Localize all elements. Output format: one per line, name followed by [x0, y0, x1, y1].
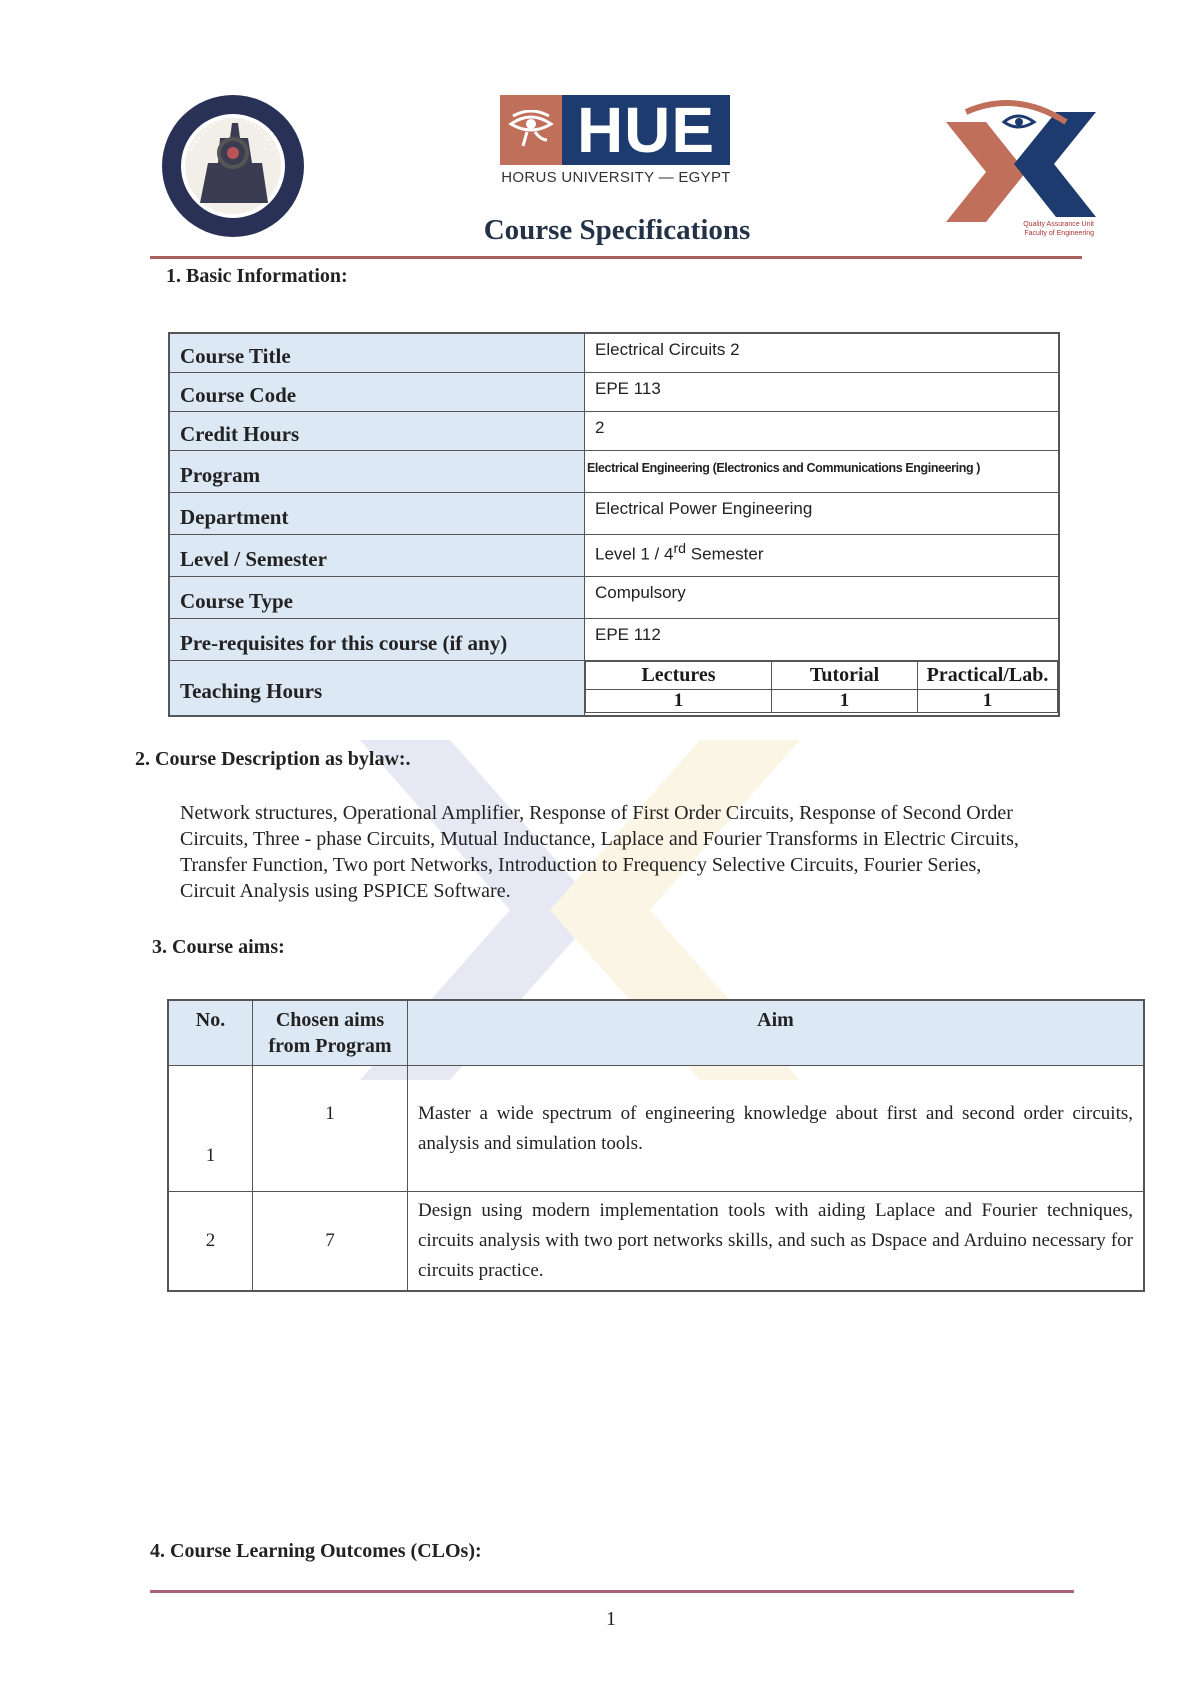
table-row [169, 618, 1059, 660]
course-title-value: Electrical Circuits 2 [585, 333, 1060, 372]
teaching-hours-header-row [586, 661, 1058, 689]
course-aims-heading: 3. Course aims: [152, 936, 285, 958]
program-label: Program [169, 450, 585, 492]
basic-information-table [168, 332, 1060, 717]
no-column-header: No. [168, 1000, 253, 1066]
teaching-hours-table [585, 661, 1058, 713]
department-value: Electrical Power Engineering [585, 492, 1060, 534]
qa-caption-line1: Quality Assurance Unit [1023, 221, 1094, 228]
course-description-heading: 2. Course Description as bylaw:. [135, 748, 411, 770]
teaching-hours-cell [585, 660, 1060, 716]
department-label: Department [169, 492, 585, 534]
table-row [168, 1066, 1144, 1192]
table-row [169, 492, 1059, 534]
aims-header-row [168, 1000, 1144, 1066]
practical-lab-header: Practical/Lab. [918, 661, 1058, 689]
table-row [169, 660, 1059, 716]
level-semester-value [585, 534, 1060, 576]
aim-chosen-program: 7 [253, 1192, 408, 1292]
prerequisites-label: Pre-requisites for this course (if any) [169, 618, 585, 660]
level-semester-label: Level / Semester [169, 534, 585, 576]
level-semester-sup: rd [673, 540, 687, 557]
hue-logo-word: HUE [562, 95, 730, 165]
practical-lab-value: 1 [918, 689, 1058, 712]
hue-logo-subtitle: HORUS UNIVERSITY — EGYPT [501, 169, 731, 186]
qa-caption-line2: Faculty of Engineering [1024, 230, 1094, 237]
basic-information-heading: 1. Basic Information: [166, 265, 348, 287]
course-code-value: EPE 113 [585, 372, 1060, 411]
page-title: Course Specifications [483, 214, 751, 246]
aim-text: Design using modern implementation tools with aiding Laplace and Fourier techniques, circuits analysis with two port networks skills, and such as Dspace and Arduino necessary for circuits practice. [408, 1192, 1145, 1292]
page-number: 1 [606, 1608, 616, 1630]
quality-assurance-caption [1023, 220, 1094, 238]
header-divider [150, 256, 1082, 259]
course-type-value: Compulsory [585, 576, 1060, 618]
course-description-text: Network structures, Operational Amplifier, Response of First Order Circuits, Response of Second Order Circuits, Three - phase Circuits, Mutual Inductance, Laplace and Fourier Transforms in Electric Circuits, Transfer Function, Two port Networks, Introduction to Frequency Selective Circuits, Fourier Series, Circuit Analysis using PSPICE Software. [180, 802, 1019, 902]
table-row [168, 1192, 1144, 1292]
eye-of-horus-icon [500, 95, 562, 165]
table-row [169, 372, 1059, 411]
quality-assurance-unit-logo [926, 92, 1106, 242]
table-row [169, 411, 1059, 450]
lectures-header: Lectures [586, 661, 772, 689]
tutorial-header: Tutorial [772, 661, 918, 689]
table-row [169, 450, 1059, 492]
level-semester-prefix: Level 1 / 4 [595, 544, 674, 564]
level-semester-suffix: Semester [686, 544, 764, 564]
chosen-aims-column-header: Chosen aims from Program [253, 1000, 408, 1066]
teaching-hours-values-row [586, 689, 1058, 712]
prerequisites-value: EPE 112 [585, 618, 1060, 660]
teaching-hours-label: Teaching Hours [169, 660, 585, 716]
tutorial-value: 1 [772, 689, 918, 712]
course-code-label: Course Code [169, 372, 585, 411]
course-type-label: Course Type [169, 576, 585, 618]
aim-number: 1 [168, 1066, 253, 1192]
course-title-label: Course Title [169, 333, 585, 372]
footer-divider [150, 1590, 1074, 1593]
hue-logo [500, 95, 732, 195]
clos-heading: 4. Course Learning Outcomes (CLOs): [150, 1540, 482, 1562]
credit-hours-value: 2 [585, 411, 1060, 450]
program-value: Electrical Engineering (Electronics and Communications Engineering ) [585, 450, 1060, 492]
aim-number: 2 [168, 1192, 253, 1292]
course-aims-table [167, 999, 1145, 1292]
table-row [169, 534, 1059, 576]
lectures-value: 1 [586, 689, 772, 712]
credit-hours-label: Credit Hours [169, 411, 585, 450]
aim-text: Master a wide spectrum of engineering knowledge about first and second order circuits, analysis and simulation tools. [408, 1066, 1145, 1192]
aim-chosen-program: 1 [253, 1066, 408, 1192]
aim-column-header: Aim [408, 1000, 1145, 1066]
table-row [169, 333, 1059, 372]
table-row [169, 576, 1059, 618]
